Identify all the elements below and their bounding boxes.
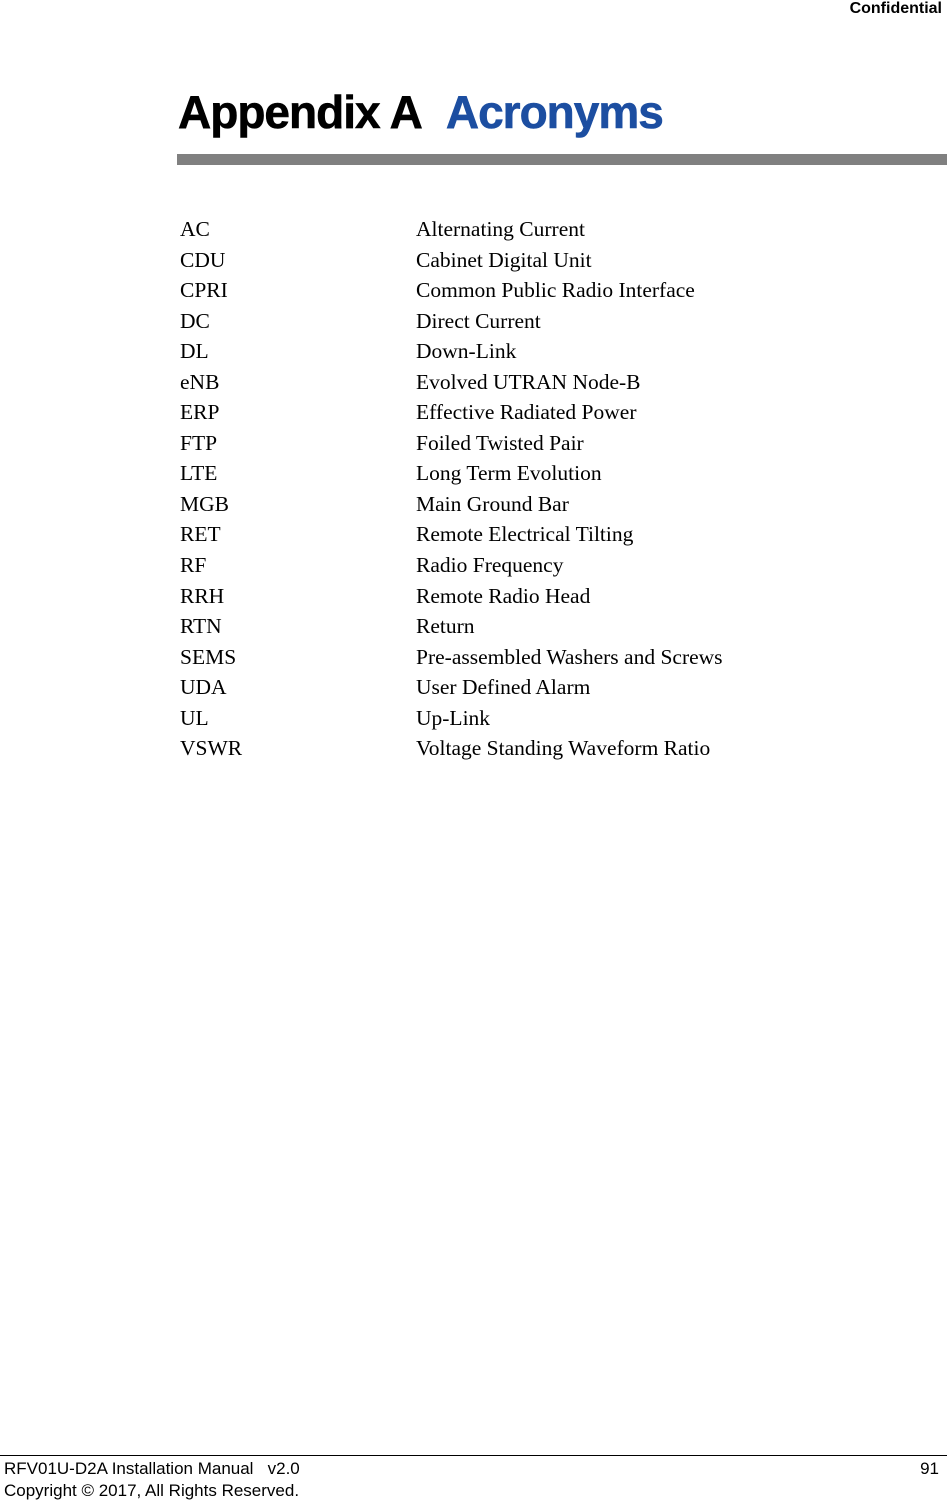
confidential-label: Confidential — [849, 0, 942, 17]
acronym-definition: Return — [416, 614, 475, 639]
acronym-term: RF — [180, 553, 207, 578]
acronym-row — [180, 550, 723, 581]
footer-info — [4, 1458, 300, 1502]
acronym-row — [180, 245, 723, 276]
acronym-row — [180, 397, 723, 428]
acronym-term: DL — [180, 339, 209, 364]
acronym-row — [180, 703, 723, 734]
acronym-row — [180, 489, 723, 520]
appendix-label: Appendix A — [178, 86, 422, 138]
acronym-row — [180, 428, 723, 459]
acronym-term: MGB — [180, 491, 229, 516]
appendix-title: Acronyms — [445, 86, 663, 138]
acronym-term: FTP — [180, 430, 218, 455]
acronym-definition: Foiled Twisted Pair — [416, 430, 584, 455]
acronym-term: UDA — [180, 675, 227, 700]
acronym-row — [180, 642, 723, 673]
acronym-row — [180, 336, 723, 367]
acronym-definition: Main Ground Bar — [416, 491, 569, 516]
acronym-definition: Remote Radio Head — [416, 583, 591, 608]
acronym-definition: Effective Radiated Power — [416, 400, 637, 425]
acronym-definition: Common Public Radio Interface — [416, 278, 695, 303]
page-number: 91 — [920, 1459, 939, 1478]
acronym-definition: Radio Frequency — [416, 553, 564, 578]
acronym-term: SEMS — [180, 644, 237, 669]
title-divider — [177, 154, 947, 165]
acronym-row — [180, 672, 723, 703]
copyright-notice: Copyright © 2017, All Rights Reserved. — [4, 1481, 300, 1500]
acronym-definition: Up-Link — [416, 705, 491, 730]
acronym-term: RET — [180, 522, 221, 547]
acronym-term: eNB — [180, 369, 220, 394]
acronym-row — [180, 367, 723, 398]
acronym-row — [180, 581, 723, 612]
acronym-term: RTN — [180, 614, 222, 639]
footer-divider — [0, 1455, 947, 1456]
acronym-definition: Pre-assembled Washers and Screws — [416, 644, 723, 669]
acronym-row — [180, 306, 723, 337]
acronym-row — [180, 611, 723, 642]
acronym-row — [180, 519, 723, 550]
acronym-definition: Direct Current — [416, 308, 541, 333]
page-title — [178, 82, 663, 142]
acronym-row — [180, 733, 723, 764]
acronym-term: RRH — [180, 583, 225, 608]
acronym-term: UL — [180, 705, 209, 730]
acronym-definition: Alternating Current — [416, 217, 585, 241]
acronym-definition: Cabinet Digital Unit — [416, 247, 592, 272]
acronym-row — [180, 275, 723, 306]
acronym-term: ERP — [180, 400, 220, 425]
acronym-definition: Down-Link — [416, 339, 517, 364]
acronym-row — [180, 458, 723, 489]
acronym-definition: Evolved UTRAN Node-B — [416, 369, 641, 394]
acronym-definition: Long Term Evolution — [416, 461, 602, 486]
acronym-list — [180, 214, 723, 764]
acronym-row — [180, 214, 723, 245]
manual-title: RFV01U-D2A Installation Manual v2.0 — [4, 1459, 300, 1478]
acronym-term: DC — [180, 308, 210, 333]
acronym-definition: Remote Electrical Tilting — [416, 522, 634, 547]
acronym-term: CPRI — [180, 278, 228, 303]
acronym-term: LTE — [180, 461, 218, 486]
acronym-definition: Voltage Standing Waveform Ratio — [416, 736, 711, 761]
acronym-term: CDU — [180, 247, 226, 272]
acronym-term: AC — [180, 217, 210, 241]
acronym-definition: User Defined Alarm — [416, 675, 591, 700]
acronym-term: VSWR — [180, 736, 243, 761]
